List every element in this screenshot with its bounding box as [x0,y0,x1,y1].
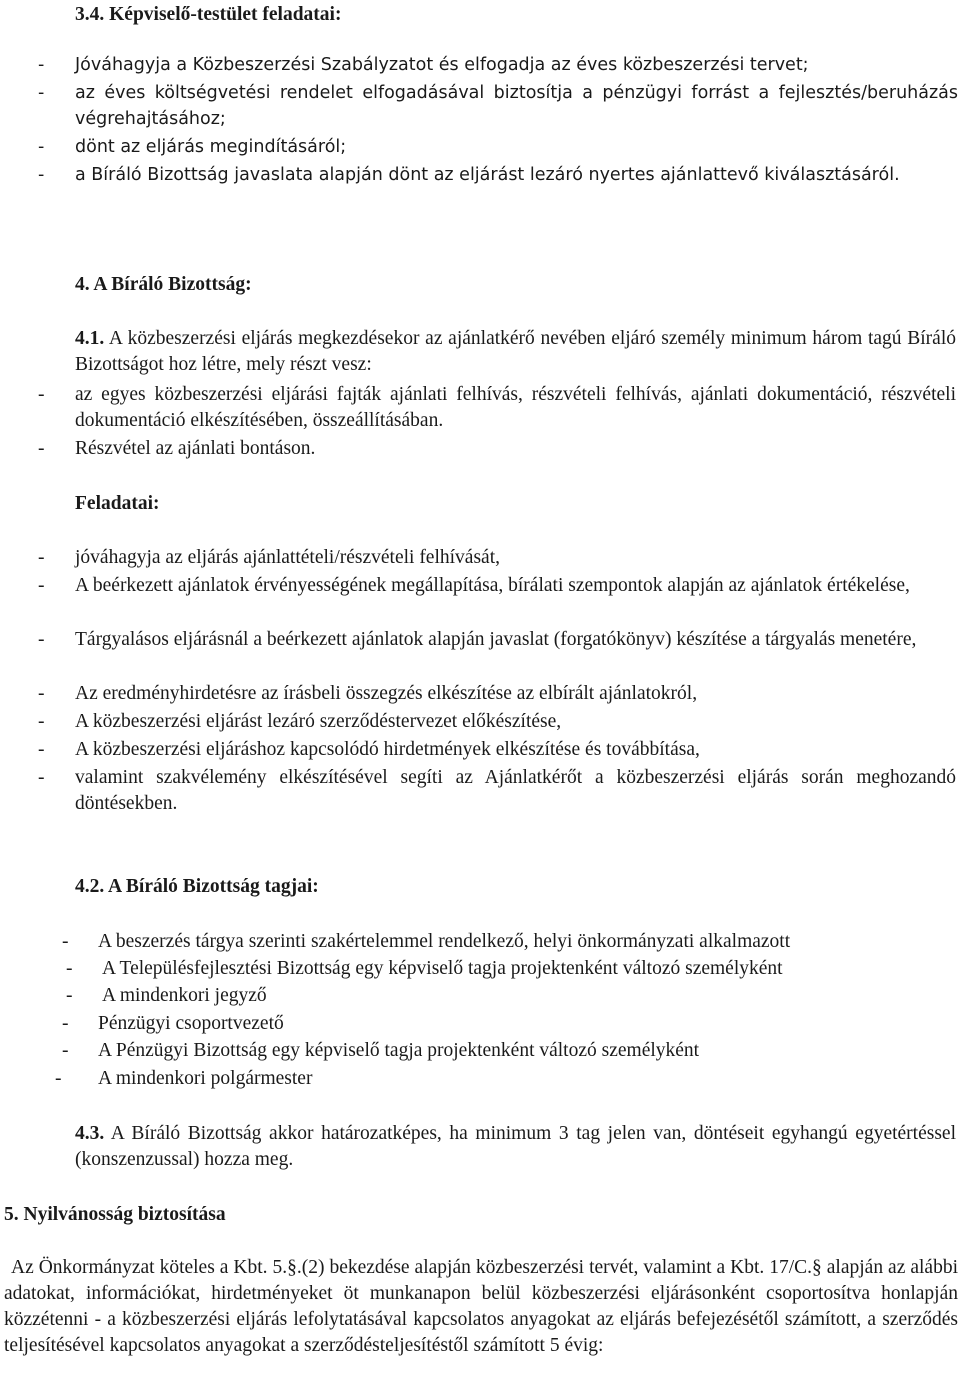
paragraph-4-1 [75,326,956,378]
list-dash: - [38,384,45,405]
list-item-text: a Bíráló Bizottság javaslata alapján dönt az eljárást lezáró nyertes ajánlattevő kiválasztásáról. [75,165,900,185]
paragraph-number: 4.1. [75,328,105,349]
section-4-2-heading: 4.2. A Bíráló Bizottság tagjai: [75,876,319,897]
list-item-text: A közbeszerzési eljáráshoz kapcsolódó hirdetmények elkészítése és továbbítása, [75,739,700,760]
list-dash: - [38,739,45,760]
list-item-text: Részvétel az ajánlati bontáson. [75,438,316,459]
section-3-4-heading: 3.4. Képviselő-testület feladatai: [75,4,342,25]
list-dash: - [38,55,45,75]
list-dash: - [62,1013,69,1034]
list-dash: - [55,1068,62,1089]
paragraph-number: 4.3. [75,1123,105,1144]
list-dash: - [38,711,45,732]
list-item-text: Jóváhagyja a Közbeszerzési Szabályzatot és elfogadja az éves közbeszerzési tervet; [75,55,809,75]
list-dash: - [38,83,45,103]
duties-heading: Feladatai: [75,493,160,514]
list-dash: - [38,683,45,704]
paragraph-text: A közbeszerzési eljárás megkezdésekor az ajánlatkérő nevében eljáró személy minimum három tagú Bíráló Bizottságot hoz létre, mely részt vesz: [75,328,956,375]
section-5-heading: 5. Nyilvánosság biztosítása [4,1204,226,1225]
list-dash: - [38,767,45,788]
section-5-paragraph: Az Önkormányzat köteles a Kbt. 5.§.(2) bekezdése alapján közbeszerzési tervét, valamint a Kbt. 17/C.§ alapján az alábbi adatokat, információkat, hirdetményeket öt munkanapon belül közbeszerzési eljárásonként csoportosítva honlapján közzétenni - a közbeszerzési eljárás lefolytatásával kapcsolatos anyagokat az eljárás befejezésétől számított, a szerződés teljesítésével kapcsolatos anyagokat a szerződésteljesítéstől számított 5 évig: [4,1257,958,1356]
list-item-text: A mindenkori polgármester [98,1068,313,1089]
list-dash: - [38,438,45,459]
list-item-text: A beszerzés tárgya szerinti szakértelemmel rendelkező, helyi önkormányzati alkalmazott [98,931,791,952]
list-item-text: az éves költségvetési rendelet elfogadásával biztosítja a pénzügyi forrást a fejlesztés/beruházás végrehajtásához; [75,83,958,129]
list-dash: - [62,1040,69,1061]
list-item-text: Az eredményhirdetésre az írásbeli összegzés elkészítése az elbírált ajánlatokról, [75,683,698,704]
list-item-text: az egyes közbeszerzési eljárási fajták ajánlati felhívás, részvételi felhívás, ajánlati dokumentáció, részvételi dokumentáció elkészítésében, összeállításában. [75,384,956,431]
list-dash: - [38,165,45,185]
list-item-text: A Településfejlesztési Bizottság egy képviselő tagja projektenként változó személyként [102,958,783,979]
list-dash: - [38,137,45,157]
list-dash: - [38,547,45,568]
list-dash: - [38,629,45,650]
list-item-text: A közbeszerzési eljárást lezáró szerződéstervezet előkészítése, [75,711,562,732]
list-item-text: A beérkezett ajánlatok érvényességének megállapítása, bírálati szempontok alapján az ajánlatok értékelése, [75,575,910,596]
list-item-text: dönt az eljárás megindításáról; [75,137,347,157]
list-item-text: Tárgyalásos eljárásnál a beérkezett ajánlatok alapján javaslat (forgatókönyv) készítése a tárgyalás menetére, [75,629,917,650]
list-item-text: jóváhagyja az eljárás ajánlattételi/részvételi felhívását, [75,547,500,568]
list-item-text: valamint szakvélemény elkészítésével segíti az Ajánlatkérőt a közbeszerzési eljárás során meghozandó döntésekben. [75,767,956,814]
list-item-text: A mindenkori jegyző [102,985,267,1006]
list-dash: - [38,575,45,596]
section-4-heading: 4. A Bíráló Bizottság: [75,274,252,295]
paragraph-text: A Bíráló Bizottság akkor határozatképes, ha minimum 3 tag jelen van, döntéseit egyhangú egyetértéssel (konszenzussal) hozza meg. [75,1123,956,1170]
paragraph-4-3 [75,1121,956,1173]
list-dash: - [66,958,73,979]
list-dash: - [62,931,69,952]
list-item-text: A Pénzügyi Bizottság egy képviselő tagja projektenként változó személyként [98,1040,700,1061]
list-item-text: Pénzügyi csoportvezető [98,1013,284,1034]
list-dash: - [66,985,73,1006]
